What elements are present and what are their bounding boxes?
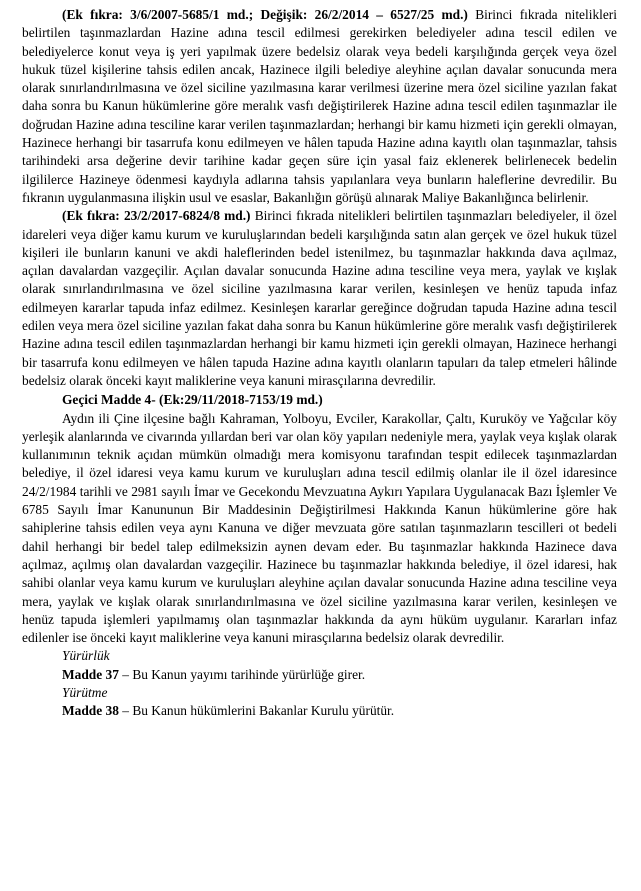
paragraph-amendment-2007 (22, 6, 617, 207)
provisional-article-body: Aydın ili Çine ilçesine bağlı Kahraman, Yolboyu, Evciler, Karakollar, Çaltı, Kuruköy ve Yağcılar köy yerleşik alanlarında ve civarında yıllardan beri var olan köy yapıları nedeniyle mera, yaylak veya kışlak olarak kullanımının teknik açıdan mümkün olmadığı mera komisyonu tarafından tespit edilecek taşınmazlardan belediye, il özel idaresi veya kamu kurum ve kuruluşları adına tescil edilmiş olanlar ile il özel idaresince 24/2/1984 tarihli ve 2981 sayılı İmar ve Gecekondu Mevzuatına Aykırı Yapılara Uygulanacak Bazı İşlemler Ve 6785 Sayılı İmar Kanununun Bir Maddesinin Değiştirilmesi Hakkında Kanun hükümlerine göre hak sahiplerine tahsis edilen veya aynı Kanuna ve diğer mevzuata göre satılan taşınmazların tescilleri ot bedeli dahil herhangi bir bedel talep edilmeksizin aynen devam eder. Bu taşınmazlar hakkında Hazinece dava açılmaz, açılmış olan davalardan vazgeçilir. Hazinece bu taşınmazlar hakkında belediye, il özel idaresi, hak sahibi olanlar veya kamu kurum ve kuruluşları aleyhine açılan davalar sonucunda Hazine adına tesciline veya mera, yaylak ve kışlak olarak sınırlandırılmasına ve özel siciline yazılmasına karar verilen, kesinleşen ve henüz tapuda işlemleri yapılmamış olan taşınmazlar hakkında da aynı hüküm uygulanır. Kararları infaz edilenler ise önceki kayıt maliklerine veya kanuni mirasçılarına bedelsiz olarak devredilir. (22, 410, 617, 646)
provisional-article-heading: Geçici Madde 4- (Ek:29/11/2018-7153/19 md.) (62, 392, 323, 408)
article-text: – Bu Kanun hükümlerini Bakanlar Kurulu yürütür. (118, 703, 395, 719)
paragraph-amendment-2017 (22, 207, 617, 390)
paragraph-body: Birinci fıkrada nitelikleri belirtilen taşınmazları belediyeler, il özel idareleri veya diğer kamu kurum ve kuruluşlarından bedeli karşılığında satın alan gerçek ve özel hukuk tüzel kişileri ile bunların kanuni ve akdi haleflerinden bedel istenilmez, bu taşınmazlar hakkında dava açılmaz, açılan davalardan vazgeçilir. Açılan davalar sonucunda Hazine adına tesciline veya mera, yaylak ve kışlak olarak sınırlandırılmasına ve özel siciline yazılmasına karar verilen, kesinleşen ve henüz tapuda infaz edilmeyen kararlar tapuda infaz edilmez. Kesinleşen kararlar gereğince doğrudan tapuda Hazine adına tescil edilen veya mera özel siciline yazılan fakat daha sonra bu Kanun hükümlerine göre meralık vasfı değiştirilerek Hazine adına tescil edilen taşınmazlardan herhangi bir kamu hizmeti için gerekli olmayan, Hazinece herhangi bir tasarrufa konu edilmeyen ve hâlen tapuda Hazine adına kayıtlı olanların tapuları da talep etmeleri hâlinde bedelsiz olarak önceki kayıt maliklerine veya kanuni mirasçılarına devredilir. (22, 208, 617, 388)
article-number: Madde 38 (62, 703, 119, 719)
article-text: – Bu Kanun yayımı tarihinde yürürlüğe girer. (118, 666, 366, 682)
amendment-reference: (Ek fıkra: 3/6/2007-5685/1 md.; Değişik: 26/2/2014 – 6527/25 md.) (62, 7, 468, 22)
article-number: Madde 37 (62, 666, 119, 682)
article-caption-execution: Yürütme (62, 684, 108, 700)
amendment-reference: (Ek fıkra: 23/2/2017-6824/8 md.) (62, 208, 251, 224)
article-caption-effective: Yürürlük (62, 648, 110, 664)
article-38 (22, 702, 617, 720)
paragraph-body: Birinci fıkrada nitelikleri belirtilen taşınmazlardan Hazine adına tescil edilmesi gerekirken belediyeler adına tescil edilen ve belediyelerce konut veya iş yeri yapılmak üzere bedelsiz olarak veya bedeli karşılığında gerçek veya özel hukuk tüzel kişilerine tahsis edilen ancak, Hazinece ilgili belediye aleyhine açılan davalar sonucunda mera olarak sınırlandırılmasına ve özel siciline yazılmasına karar verilmesi üzerine mera özel siciline yazılan fakat daha sonra bu Kanun hükümlerine göre meralık vasfı değiştirilerek Hazine adına tescil edilen taşınmazlar ile doğrudan Hazine adına tesciline karar verilen taşınmazlardan; herhangi bir kamu hizmeti için gerekli olmayan, Hazinece herhangi bir tasarrufa konu edilmeyen ve hâlen tapuda Hazine adına kayıtlı olan taşınmazlar, tahsis tarihindeki arsa değerine devir tarihine kadar geçen süre için yasal faiz eklenerek belirlenecek bedelin ilgililerce Hazineye ödenmesi kaydıyla adlarına tahsis yapılanlara veya bunların haleflerine devredilir. Bu fıkranın uygulanmasına ilişkin usul ve esaslar, Bakanlığın görüşü alınarak Maliye Bakanlığınca belirlenir. (22, 7, 617, 205)
article-37 (22, 666, 617, 684)
